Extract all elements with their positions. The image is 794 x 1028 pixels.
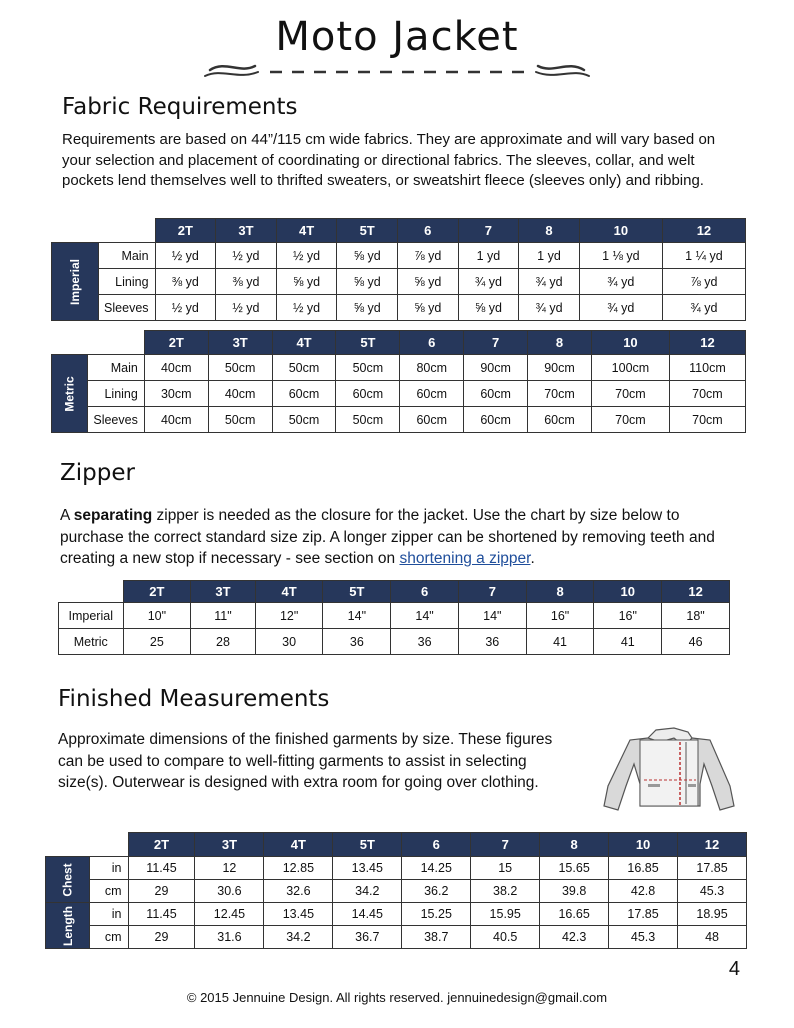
table-cell: 30cm (144, 381, 208, 407)
table-cell: 41 (526, 629, 594, 655)
unit-label: cm (90, 880, 129, 903)
imperial-fabric-table (51, 218, 746, 321)
table-cell: 50cm (336, 407, 400, 433)
table-cell: 39.8 (540, 880, 609, 903)
finished-measurements-table (45, 832, 747, 949)
table-cell: 15.25 (402, 903, 471, 926)
table-row (52, 355, 746, 381)
table-cell: 30.6 (195, 880, 264, 903)
table-cell: 32.6 (264, 880, 333, 903)
table-cell: 1 ⅛ yd (579, 243, 662, 269)
table-cell: 70cm (669, 407, 745, 433)
size-header-cell: 10 (609, 833, 678, 857)
table-cell: 70cm (528, 381, 592, 407)
size-header-cell: 3T (208, 331, 272, 355)
table-cell: 60cm (336, 381, 400, 407)
size-header-cell: 12 (662, 581, 730, 603)
unit-label: in (90, 903, 129, 926)
table-cell: ⅝ yd (397, 269, 458, 295)
size-header-cell: 7 (458, 219, 519, 243)
table-cell: 50cm (336, 355, 400, 381)
table-row (52, 269, 746, 295)
table-row (46, 880, 747, 903)
table-cell: 31.6 (195, 926, 264, 949)
row-label: Sleeves (88, 407, 145, 433)
table-cell: ⅝ yd (276, 269, 337, 295)
table-cell: 110cm (669, 355, 745, 381)
table-row (52, 295, 746, 321)
jacket-illustration-icon (600, 724, 745, 816)
table-cell: 45.3 (678, 880, 747, 903)
table-cell: ½ yd (155, 295, 216, 321)
size-header-cell: 6 (402, 833, 471, 857)
zipper-text-part: A (60, 507, 74, 524)
table-cell: 17.85 (678, 857, 747, 880)
size-header-cell: 4T (272, 331, 336, 355)
table-cell: ⅝ yd (458, 295, 519, 321)
table-side-label (52, 243, 99, 321)
size-header-cell: 5T (337, 219, 398, 243)
blank-cell (59, 581, 124, 603)
table-cell: ½ yd (276, 295, 337, 321)
table-cell: 70cm (591, 381, 669, 407)
unit-label: in (90, 857, 129, 880)
table-row (52, 407, 746, 433)
size-header-cell: 2T (128, 833, 195, 857)
size-header-cell: 5T (323, 581, 391, 603)
table-row (59, 603, 730, 629)
table-cell: 12.85 (264, 857, 333, 880)
blank-cell (99, 219, 156, 243)
table-cell: ½ yd (216, 243, 277, 269)
row-label: Lining (88, 381, 145, 407)
table-cell: 42.8 (609, 880, 678, 903)
table-cell: 60cm (464, 381, 528, 407)
size-header-cell: 2T (144, 331, 208, 355)
table-cell: 40.5 (471, 926, 540, 949)
size-header-cell: 3T (216, 219, 277, 243)
size-header-cell: 3T (191, 581, 256, 603)
size-header-cell: 8 (540, 833, 609, 857)
table-cell: ¾ yd (458, 269, 519, 295)
size-header-row (59, 581, 730, 603)
blank-cell (52, 331, 88, 355)
size-header-cell: 6 (400, 331, 464, 355)
table-cell: 13.45 (264, 903, 333, 926)
table-cell: 60cm (528, 407, 592, 433)
row-label: Lining (99, 269, 156, 295)
table-cell: ⅝ yd (397, 295, 458, 321)
table-cell: 40cm (144, 407, 208, 433)
table-cell: ¾ yd (662, 295, 745, 321)
table-cell: 38.2 (471, 880, 540, 903)
table-cell: 15 (471, 857, 540, 880)
blank-cell (52, 219, 99, 243)
zipper-heading: Zipper (60, 460, 135, 486)
table-cell: 29 (128, 880, 195, 903)
zipper-text-part: zipper is needed as the closure for the jacket. Use the chart by size below to purchase the correct standard size zip. A longer zipper can be shortened by removing teeth and creating a new stop if necessary - see section on (60, 507, 715, 567)
size-header-row (52, 219, 746, 243)
table-cell: 36 (323, 629, 391, 655)
zipper-text-bold: separating (73, 507, 153, 524)
table-cell: 34.2 (333, 880, 402, 903)
row-label: Sleeves (99, 295, 156, 321)
size-header-cell: 10 (594, 581, 662, 603)
table-cell: 12 (195, 857, 264, 880)
table-cell: 46 (662, 629, 730, 655)
table-cell: ⅞ yd (662, 269, 745, 295)
table-cell: 40cm (208, 381, 272, 407)
table-cell: 90cm (464, 355, 528, 381)
table-row (46, 926, 747, 949)
table-cell: 1 ¼ yd (662, 243, 745, 269)
table-cell: 50cm (272, 355, 336, 381)
side-label-text: Imperial (68, 258, 83, 305)
fabric-requirements-heading: Fabric Requirements (62, 94, 298, 120)
table-side-label (52, 355, 88, 433)
table-cell: 15.65 (540, 857, 609, 880)
table-side-label (46, 903, 90, 949)
size-header-cell: 7 (458, 581, 526, 603)
metric-fabric-table (51, 330, 746, 433)
table-cell: 42.3 (540, 926, 609, 949)
table-cell: 14" (458, 603, 526, 629)
table-cell: 28 (191, 629, 256, 655)
size-header-cell: 8 (519, 219, 580, 243)
table-cell: 1 yd (519, 243, 580, 269)
table-cell: 60cm (272, 381, 336, 407)
table-cell: 80cm (400, 355, 464, 381)
row-label: Metric (59, 629, 124, 655)
page-number: 4 (728, 958, 740, 980)
table-cell: 15.95 (471, 903, 540, 926)
size-header-cell: 8 (526, 581, 594, 603)
side-label-text: Metric (62, 375, 77, 412)
size-header-cell: 7 (464, 331, 528, 355)
table-cell: 14" (391, 603, 459, 629)
size-header-cell: 10 (579, 219, 662, 243)
table-cell: 48 (678, 926, 747, 949)
table-cell: 13.45 (333, 857, 402, 880)
table-cell: ⅝ yd (337, 269, 398, 295)
table-cell: 45.3 (609, 926, 678, 949)
table-cell: 14.45 (333, 903, 402, 926)
blank-cell (90, 833, 129, 857)
table-cell: 41 (594, 629, 662, 655)
table-cell: 70cm (669, 381, 745, 407)
size-header-cell: 12 (662, 219, 745, 243)
table-cell: ⅜ yd (216, 269, 277, 295)
table-cell: ⅝ yd (337, 243, 398, 269)
table-cell: 17.85 (609, 903, 678, 926)
table-cell: 60cm (400, 407, 464, 433)
table-cell: ½ yd (276, 243, 337, 269)
table-row (59, 629, 730, 655)
table-cell: 11.45 (128, 857, 195, 880)
blank-cell (46, 833, 90, 857)
side-label-text: Chest (60, 862, 75, 897)
table-cell: 70cm (591, 407, 669, 433)
footer: © 2015 Jennuine Design. All rights reserved. jennuinedesign@gmail.com (186, 990, 608, 1005)
table-cell: 50cm (272, 407, 336, 433)
size-header-cell: 7 (471, 833, 540, 857)
table-side-label (46, 857, 90, 903)
size-header-cell: 5T (336, 331, 400, 355)
size-header-cell: 4T (264, 833, 333, 857)
table-cell: 38.7 (402, 926, 471, 949)
size-header-row (52, 331, 746, 355)
table-cell: 36.2 (402, 880, 471, 903)
table-cell: ⅜ yd (155, 269, 216, 295)
size-header-cell: 2T (155, 219, 216, 243)
table-row (52, 381, 746, 407)
size-header-cell: 4T (255, 581, 323, 603)
size-header-row (46, 833, 747, 857)
table-cell: 36.7 (333, 926, 402, 949)
table-cell: 10" (123, 603, 191, 629)
size-header-cell: 6 (391, 581, 459, 603)
table-cell: 14" (323, 603, 391, 629)
table-cell: 90cm (528, 355, 592, 381)
table-cell: 34.2 (264, 926, 333, 949)
page-title: Moto Jacket (275, 14, 519, 60)
table-cell: 25 (123, 629, 191, 655)
table-cell: ⅞ yd (397, 243, 458, 269)
table-cell: 36 (391, 629, 459, 655)
shortening-zipper-link[interactable]: shortening a zipper (399, 550, 531, 567)
table-cell: 16" (594, 603, 662, 629)
zipper-text (60, 505, 740, 570)
table-cell: 30 (255, 629, 323, 655)
size-header-cell: 3T (195, 833, 264, 857)
table-cell: 100cm (591, 355, 669, 381)
table-cell: ⅝ yd (337, 295, 398, 321)
finished-measurements-text: Approximate dimensions of the finished garments by size. These figures can be used to compare to well-fitting garments to assist in selecting size(s). Outerwear is designed with extra room for going over clothing. (58, 731, 553, 791)
table-cell: 1 yd (458, 243, 519, 269)
table-cell: 14.25 (402, 857, 471, 880)
table-cell: 18.95 (678, 903, 747, 926)
table-cell: 12.45 (195, 903, 264, 926)
size-header-cell: 5T (333, 833, 402, 857)
table-row (46, 903, 747, 926)
size-header-cell: 6 (397, 219, 458, 243)
table-cell: 60cm (400, 381, 464, 407)
size-header-cell: 12 (678, 833, 747, 857)
table-cell: 50cm (208, 407, 272, 433)
table-cell: ¾ yd (579, 269, 662, 295)
blank-cell (88, 331, 145, 355)
table-cell: ½ yd (155, 243, 216, 269)
size-header-cell: 10 (591, 331, 669, 355)
unit-label: cm (90, 926, 129, 949)
table-cell: 36 (458, 629, 526, 655)
table-cell: 29 (128, 926, 195, 949)
row-label: Main (88, 355, 145, 381)
table-cell: 60cm (464, 407, 528, 433)
finished-measurements-heading: Finished Measurements (58, 686, 330, 712)
fabric-requirements-text: Requirements are based on 44”/115 cm wide fabrics. They are approximate and will vary based on your selection and placement of coordinating or directional fabrics. The sleeves, collar, and welt pockets lend themselves well to thrifted sweaters, or sweatshirt fleece (sleeves only) and ribbing. (62, 131, 716, 189)
table-row (52, 243, 746, 269)
table-cell: 16.85 (609, 857, 678, 880)
table-cell: 18" (662, 603, 730, 629)
table-row (46, 857, 747, 880)
table-cell: ¾ yd (579, 295, 662, 321)
table-cell: ¾ yd (519, 269, 580, 295)
table-cell: 16.65 (540, 903, 609, 926)
size-header-cell: 4T (276, 219, 337, 243)
table-cell: 12" (255, 603, 323, 629)
row-label: Imperial (59, 603, 124, 629)
size-header-cell: 8 (528, 331, 592, 355)
table-cell: 11" (191, 603, 256, 629)
table-cell: 16" (526, 603, 594, 629)
zipper-size-table (58, 580, 730, 655)
wavy-line-decoration-icon (200, 52, 594, 82)
zipper-text-part: . (530, 550, 535, 567)
table-cell: ½ yd (216, 295, 277, 321)
table-cell: 40cm (144, 355, 208, 381)
size-header-cell: 12 (669, 331, 745, 355)
table-cell: ¾ yd (519, 295, 580, 321)
table-cell: 11.45 (128, 903, 195, 926)
table-cell: 50cm (208, 355, 272, 381)
row-label: Main (99, 243, 156, 269)
size-header-cell: 2T (123, 581, 191, 603)
side-label-text: Length (60, 905, 75, 946)
